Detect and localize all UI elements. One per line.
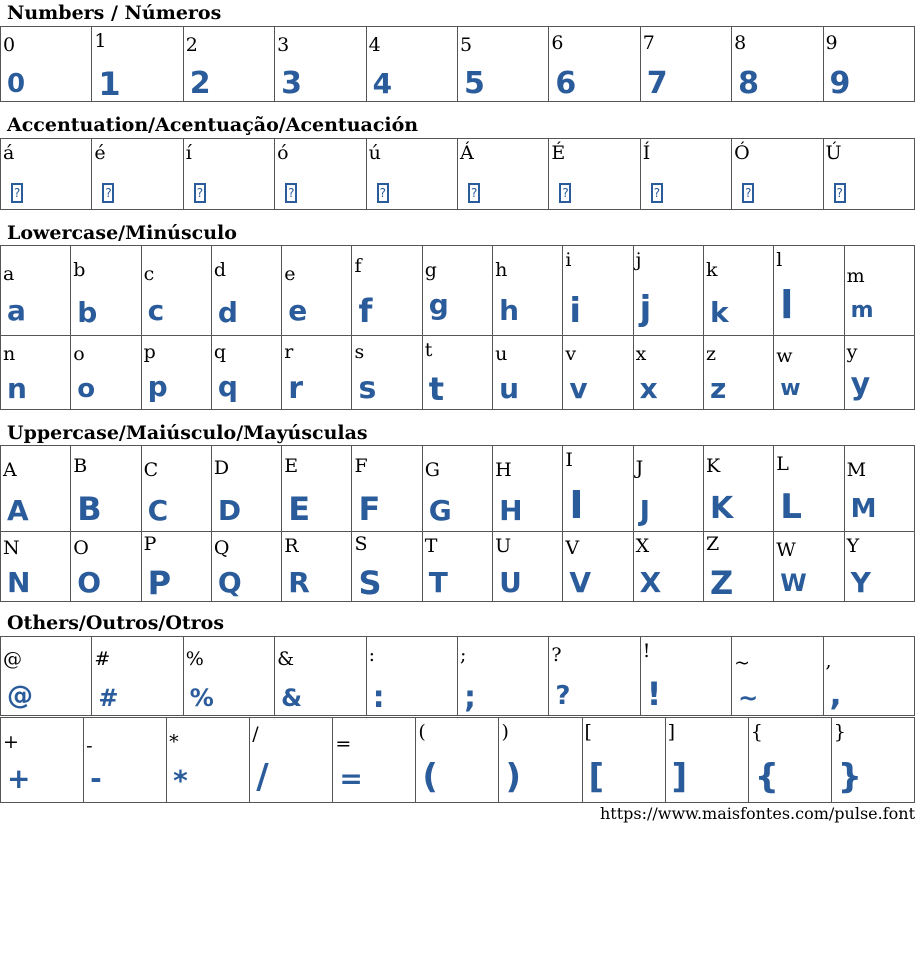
glyph-sample: #	[98, 684, 119, 712]
section-title-uppercase: Uppercase/Maiúsculo/Mayúsculas	[7, 422, 368, 444]
char-label: }	[833, 721, 846, 743]
glyph-sample: H	[499, 494, 523, 527]
uppercase-row-1	[1, 446, 915, 532]
glyph-cell	[1, 246, 71, 336]
glyph-cell	[844, 336, 914, 410]
glyph-sample: U	[499, 566, 522, 599]
glyph-cell	[183, 139, 274, 210]
glyph-cell	[732, 27, 823, 102]
glyph-sample: f	[358, 292, 373, 330]
glyph-cell	[1, 27, 92, 102]
glyph-cell	[582, 718, 665, 803]
glyph-cell	[844, 246, 914, 336]
glyph-cell	[352, 246, 422, 336]
glyph-cell	[71, 246, 141, 336]
uppercase-table	[0, 445, 915, 602]
glyph-cell	[71, 532, 141, 602]
glyph-sample: X	[639, 566, 662, 599]
char-label: C	[143, 459, 159, 481]
glyph-sample: R	[288, 566, 310, 599]
glyph-sample: j	[639, 289, 652, 329]
char-label: Í	[642, 142, 651, 164]
glyph-cell	[250, 718, 333, 803]
glyph-cell	[211, 246, 281, 336]
char-label: -	[86, 735, 93, 757]
char-label: p	[143, 341, 156, 363]
glyph-sample: L	[780, 487, 802, 527]
glyph-sample: O	[77, 566, 102, 599]
char-label: M	[846, 459, 867, 481]
glyph-cell	[183, 27, 274, 102]
char-label: z	[705, 343, 716, 365]
glyph-cell	[493, 246, 563, 336]
uppercase-row-2	[1, 532, 915, 602]
glyph-cell	[633, 336, 703, 410]
glyph-sample: (	[422, 757, 438, 797]
glyph-sample: h	[499, 294, 520, 327]
char-label: l	[776, 249, 783, 271]
char-label: !	[642, 640, 651, 662]
glyph-sample: V	[569, 566, 592, 599]
char-label: %	[185, 648, 204, 670]
glyph-cell	[282, 532, 352, 602]
char-label: L	[776, 453, 789, 475]
glyph-sample: ?	[555, 681, 571, 711]
glyph-cell	[211, 532, 281, 602]
glyph-sample: =	[339, 762, 363, 795]
char-label: c	[143, 263, 155, 285]
char-label: b	[73, 259, 86, 281]
glyph-sample: T	[428, 566, 448, 599]
char-label: #	[94, 648, 111, 670]
glyph-sample: @	[7, 681, 33, 711]
accents-table	[0, 138, 915, 210]
char-label: a	[3, 263, 15, 285]
section-title-accents: Accentuation/Acentuação/Acentuación	[7, 114, 419, 136]
glyph-cell	[141, 246, 211, 336]
glyph-cell	[774, 246, 844, 336]
char-label: e	[284, 263, 296, 285]
char-label: ú	[368, 142, 381, 164]
glyph-sample: r	[288, 371, 303, 406]
glyph-cell	[1, 718, 84, 803]
glyph-cell	[732, 139, 823, 210]
glyph-cell	[831, 718, 914, 803]
char-label: t	[424, 339, 433, 361]
others-row-2	[1, 718, 915, 803]
glyph-cell	[352, 532, 422, 602]
char-label: 5	[459, 34, 473, 56]
glyph-sample: ,	[829, 675, 842, 713]
glyph-sample: %	[189, 684, 214, 712]
char-label: W	[776, 539, 796, 561]
glyph-cell	[633, 532, 703, 602]
glyph-sample: e	[288, 294, 308, 327]
glyph-sample: l	[780, 283, 794, 327]
char-label: Ó	[734, 142, 750, 164]
char-label: ;	[459, 644, 467, 666]
glyph-sample: }	[837, 757, 862, 797]
accents-row	[1, 139, 915, 210]
glyph-sample: 0	[7, 69, 26, 99]
glyph-cell	[844, 532, 914, 602]
char-label: V	[565, 537, 580, 559]
glyph-cell	[1, 446, 71, 532]
glyph-sample: K	[709, 491, 734, 526]
glyph-cell	[457, 637, 548, 716]
others-table-1	[0, 636, 915, 716]
glyph-sample: 6	[555, 66, 577, 101]
glyph-sample: a	[7, 294, 26, 327]
glyph-sample: Y	[850, 566, 871, 599]
char-label: /	[252, 723, 259, 745]
char-label: m	[846, 265, 865, 287]
glyph-cell	[563, 336, 633, 410]
char-label: O	[73, 537, 89, 559]
glyph-sample: [	[588, 757, 605, 797]
glyph-sample: &	[281, 684, 303, 712]
glyph-sample: k	[709, 296, 729, 329]
lowercase-row-1	[1, 246, 915, 336]
char-label: á	[3, 142, 15, 164]
glyph-cell	[703, 246, 773, 336]
glyph-sample: u	[499, 372, 520, 405]
char-label: ,	[825, 650, 832, 672]
missing-glyph-icon	[834, 183, 846, 203]
char-label: d	[213, 259, 227, 281]
glyph-sample: w	[780, 376, 801, 401]
others-row-1	[1, 637, 915, 716]
glyph-cell	[71, 446, 141, 532]
glyph-cell	[774, 532, 844, 602]
glyph-cell	[549, 139, 640, 210]
glyph-sample: p	[147, 370, 168, 403]
char-label: +	[3, 731, 19, 753]
glyph-sample: 7	[646, 66, 668, 101]
numbers-table	[0, 26, 915, 102]
glyph-sample: 5	[463, 66, 485, 101]
glyph-sample: 9	[829, 66, 851, 101]
char-label: Z	[705, 533, 720, 555]
glyph-cell	[549, 637, 640, 716]
glyph-cell	[457, 139, 548, 210]
char-label: ]	[667, 721, 676, 743]
lowercase-table	[0, 245, 915, 410]
glyph-cell	[563, 532, 633, 602]
glyph-sample: 8	[738, 66, 759, 101]
glyph-sample: I	[569, 483, 584, 527]
section-title-lowercase: Lowercase/Minúsculo	[7, 222, 237, 244]
char-label: y	[846, 341, 858, 363]
char-label: S	[354, 533, 368, 555]
glyph-sample: W	[780, 569, 807, 597]
char-label: U	[495, 535, 512, 557]
glyph-cell	[333, 718, 416, 803]
glyph-sample: *	[173, 764, 188, 797]
glyph-sample: z	[709, 372, 727, 405]
glyph-cell	[282, 336, 352, 410]
glyph-sample: d	[217, 296, 238, 329]
char-label: Ú	[825, 142, 842, 164]
numbers-row	[1, 27, 915, 102]
glyph-cell	[92, 139, 183, 210]
glyph-cell	[493, 446, 563, 532]
glyph-cell	[493, 532, 563, 602]
glyph-sample: n	[7, 372, 27, 405]
glyph-sample: P	[147, 564, 172, 602]
glyph-cell	[71, 336, 141, 410]
glyph-cell	[748, 718, 831, 803]
char-label: o	[73, 343, 85, 365]
glyph-sample: o	[77, 374, 96, 404]
glyph-sample: +	[7, 762, 31, 795]
glyph-cell	[275, 27, 366, 102]
char-label: k	[705, 259, 718, 281]
glyph-cell	[732, 637, 823, 716]
glyph-cell	[141, 532, 211, 602]
glyph-cell	[703, 532, 773, 602]
char-label: *	[169, 731, 179, 753]
glyph-cell	[1, 637, 92, 716]
missing-glyph-icon	[651, 183, 663, 203]
missing-glyph-icon	[285, 183, 297, 203]
glyph-cell	[633, 246, 703, 336]
char-label: G	[424, 459, 440, 481]
char-label: J	[635, 457, 644, 479]
glyph-sample: ]	[671, 757, 688, 797]
char-label: E	[284, 455, 299, 477]
glyph-cell	[366, 139, 457, 210]
glyph-cell	[549, 27, 640, 102]
missing-glyph-icon	[559, 183, 571, 203]
lowercase-row-2	[1, 336, 915, 410]
char-label: @	[3, 648, 22, 670]
glyph-sample: q	[217, 370, 238, 403]
glyph-cell	[640, 637, 731, 716]
char-label: 9	[825, 32, 838, 54]
char-label: [	[584, 721, 592, 743]
char-label: n	[3, 343, 16, 365]
glyph-sample: Z	[709, 564, 734, 602]
glyph-cell	[352, 446, 422, 532]
glyph-cell	[211, 336, 281, 410]
footer-url[interactable]: https://www.maisfontes.com/pulse.font	[599, 804, 915, 823]
glyph-cell	[422, 336, 492, 410]
glyph-cell	[1, 139, 92, 210]
missing-glyph-icon	[102, 183, 114, 203]
glyph-cell	[352, 336, 422, 410]
glyph-cell	[823, 27, 914, 102]
missing-glyph-icon	[11, 183, 23, 203]
char-label: r	[284, 341, 294, 363]
others-table-2	[0, 717, 915, 803]
char-label: (	[418, 721, 426, 743]
glyph-cell	[211, 446, 281, 532]
glyph-cell	[774, 446, 844, 532]
char-label: Y	[846, 535, 860, 557]
glyph-cell	[774, 336, 844, 410]
glyph-cell	[499, 718, 582, 803]
glyph-cell	[823, 139, 914, 210]
char-label: h	[495, 259, 508, 281]
glyph-sample: m	[850, 298, 874, 323]
char-label: w	[776, 345, 793, 367]
glyph-sample: 4	[372, 67, 393, 100]
glyph-sample: t	[428, 370, 445, 408]
char-label: F	[354, 455, 368, 477]
glyph-cell	[703, 446, 773, 532]
char-label: &	[277, 648, 295, 670]
missing-glyph-icon	[468, 183, 480, 203]
char-label: P	[143, 533, 157, 555]
glyph-sample: C	[147, 494, 169, 527]
char-label: g	[424, 259, 437, 281]
glyph-sample: :	[372, 680, 385, 715]
char-label: u	[495, 343, 508, 365]
glyph-sample: )	[505, 757, 522, 797]
char-label: T	[424, 535, 438, 557]
glyph-cell	[563, 446, 633, 532]
glyph-sample: B	[77, 490, 102, 528]
char-label: H	[495, 459, 512, 481]
char-label: 2	[185, 34, 198, 56]
char-label: ~	[734, 652, 751, 674]
glyph-cell	[823, 637, 914, 716]
char-label: é	[94, 142, 106, 164]
glyph-sample: ;	[463, 680, 476, 715]
char-label: s	[354, 341, 365, 363]
char-label: 1	[94, 30, 107, 52]
char-label: 3	[277, 34, 290, 56]
glyph-cell	[141, 446, 211, 532]
glyph-cell	[422, 446, 492, 532]
char-label: B	[73, 455, 88, 477]
glyph-cell	[366, 637, 457, 716]
glyph-sample: {	[754, 757, 779, 797]
char-label: D	[213, 457, 230, 479]
char-label: I	[565, 449, 573, 471]
glyph-cell	[92, 27, 183, 102]
char-label: j	[635, 249, 642, 271]
glyph-cell	[275, 637, 366, 716]
glyph-sample: v	[569, 372, 588, 405]
glyph-sample: /	[256, 757, 269, 797]
glyph-sample: b	[77, 296, 98, 329]
glyph-cell	[275, 139, 366, 210]
char-label: ó	[277, 142, 289, 164]
glyph-cell	[366, 27, 457, 102]
char-label: ?	[551, 644, 562, 666]
char-label: K	[705, 455, 721, 477]
glyph-cell	[282, 446, 352, 532]
char-label: í	[185, 142, 192, 164]
glyph-sample: -	[90, 762, 102, 795]
glyph-cell	[640, 27, 731, 102]
char-label: Q	[213, 537, 230, 559]
glyph-sample: F	[358, 490, 381, 528]
glyph-sample: J	[639, 494, 651, 527]
glyph-cell	[493, 336, 563, 410]
glyph-sample: x	[639, 372, 658, 405]
glyph-cell	[84, 718, 167, 803]
missing-glyph-icon	[194, 183, 206, 203]
char-label: R	[284, 535, 299, 557]
glyph-cell	[640, 139, 731, 210]
char-label: q	[213, 341, 227, 363]
char-label: :	[368, 644, 375, 666]
glyph-sample: y	[850, 367, 871, 402]
glyph-sample: c	[147, 294, 165, 327]
char-label: 0	[3, 34, 16, 56]
glyph-cell	[167, 718, 250, 803]
missing-glyph-icon	[742, 183, 754, 203]
glyph-cell	[457, 27, 548, 102]
glyph-cell	[422, 532, 492, 602]
glyph-sample: g	[428, 288, 449, 321]
glyph-sample: s	[358, 371, 377, 406]
char-label: x	[635, 343, 647, 365]
char-label: 8	[734, 32, 747, 54]
char-label: N	[3, 537, 20, 559]
char-label: 4	[368, 34, 381, 56]
glyph-cell	[1, 336, 71, 410]
section-title-others: Others/Outros/Otros	[7, 612, 225, 634]
char-label: {	[750, 721, 763, 743]
missing-glyph-icon	[377, 183, 389, 203]
glyph-cell	[422, 246, 492, 336]
glyph-sample: 3	[281, 66, 303, 101]
glyph-sample: N	[7, 566, 31, 599]
char-label: i	[565, 249, 572, 271]
glyph-sample: E	[288, 490, 311, 528]
glyph-cell	[665, 718, 748, 803]
char-label: 6	[551, 32, 564, 54]
char-label: 7	[642, 32, 655, 54]
glyph-cell	[183, 637, 274, 716]
char-label: É	[551, 142, 566, 164]
glyph-cell	[282, 246, 352, 336]
glyph-sample: D	[217, 494, 242, 527]
char-label: v	[565, 343, 577, 365]
section-title-numbers: Numbers / Números	[7, 2, 222, 24]
glyph-sample: S	[358, 564, 382, 602]
char-label: =	[335, 733, 352, 755]
glyph-sample: 1	[98, 65, 121, 103]
glyph-sample: 2	[189, 66, 211, 101]
glyph-sample: !	[646, 675, 662, 713]
char-label: )	[501, 721, 509, 743]
char-label: A	[3, 459, 17, 481]
glyph-cell	[844, 446, 914, 532]
glyph-sample: A	[7, 494, 29, 527]
glyph-cell	[563, 246, 633, 336]
glyph-sample: Q	[217, 566, 242, 599]
char-label: f	[354, 255, 362, 277]
char-label: X	[635, 535, 650, 557]
glyph-sample: G	[428, 494, 452, 527]
glyph-cell	[92, 637, 183, 716]
glyph-cell	[1, 532, 71, 602]
char-label: Á	[459, 142, 474, 164]
glyph-cell	[141, 336, 211, 410]
glyph-cell	[633, 446, 703, 532]
glyph-sample: M	[850, 494, 877, 524]
glyph-sample: i	[569, 291, 582, 331]
glyph-sample: ~	[738, 684, 759, 712]
glyph-cell	[703, 336, 773, 410]
glyph-cell	[416, 718, 499, 803]
